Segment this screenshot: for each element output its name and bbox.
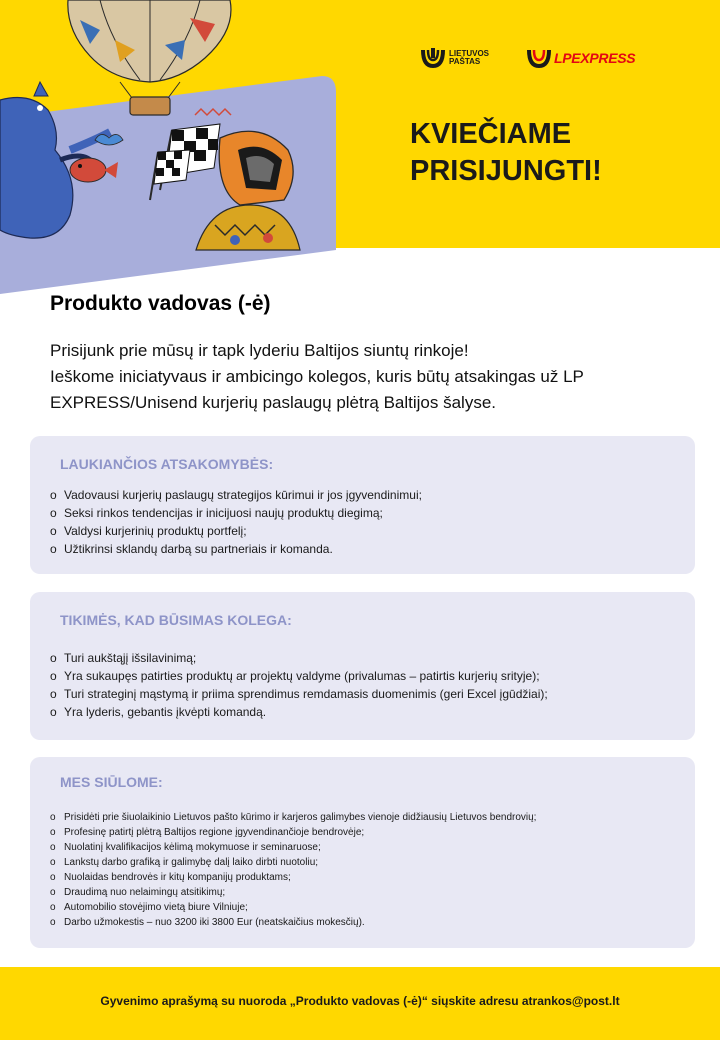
list-item: o Prisidėti prie šiuolaikinio Lietuvos pašto kūrimo ir karjeros galimybes vienoje didžiausių Lietuvos bendrovių; xyxy=(50,810,536,825)
footer-banner xyxy=(0,967,720,1040)
headline-line-1: KVIEČIAME xyxy=(410,118,572,150)
lp-horn-icon xyxy=(526,46,552,70)
job-title: Produkto vadovas (-ė) xyxy=(50,292,271,315)
logo-line-2: PAŠTAS xyxy=(449,57,481,66)
list-item: o Nuolatinį kvalifikacijos kėlimą mokymuose ir seminaruose; xyxy=(50,840,536,855)
list-item: o Darbo užmokestis – nuo 3200 iki 3800 Eur (neatskaičius mokesčių). xyxy=(50,915,536,930)
list-item: o Valdysi kurjerinių produktų portfelį; xyxy=(50,522,422,540)
list-item: o Profesinę patirtį plėtrą Baltijos regione įgyvendinančioje bendrovėje; xyxy=(50,825,536,840)
responsibilities-section xyxy=(30,436,695,574)
responsibilities-list xyxy=(50,486,422,558)
list-item: o Yra sukaupęs patirties produktų ar projektų valdyme (privalumas – patirtis kurjerių srityje); xyxy=(50,667,548,685)
illustration xyxy=(0,0,340,300)
logos-group xyxy=(420,44,650,72)
list-item: o Vadovausi kurjerių paslaugų strategijos kūrimui ir jos įgyvendinimui; xyxy=(50,486,422,504)
list-item: o Turi strateginį mąstymą ir priima sprendimus remdamasis duomenimis (geri Excel įgūdžiai); xyxy=(50,685,548,703)
list-item: o Užtikrinsi sklandų darbą su partneriais ir komanda. xyxy=(50,540,422,558)
requirements-list xyxy=(50,649,548,721)
lietuvos-pastas-wordmark xyxy=(449,50,489,66)
footer-contact-text: Gyvenimo aprašymą su nuoroda „Produkto vadovas (-ė)“ siųskite adresu atrankos@post.lt xyxy=(100,994,620,1008)
headline xyxy=(410,116,690,190)
lp-express-logo xyxy=(526,44,635,72)
section-title: LAUKIANČIOS ATSAKOMYBĖS: xyxy=(60,456,274,472)
section-title: TIKIMĖS, KAD BŪSIMAS KOLEGA: xyxy=(60,612,292,628)
offer-section xyxy=(30,757,695,948)
post-horn-icon xyxy=(420,46,446,70)
lp-express-wordmark: LPEXPRESS xyxy=(554,50,636,66)
list-item: o Lankstų darbo grafiką ir galimybę dalį laiko dirbti nuotoliu; xyxy=(50,855,536,870)
intro-text xyxy=(50,338,690,416)
list-item: o Automobilio stovėjimo vietą biure Vilniuje; xyxy=(50,900,536,915)
list-item: o Nuolaidas bendrovės ir kitų kompanijų produktams; xyxy=(50,870,536,885)
lietuvos-pastas-logo xyxy=(420,44,489,72)
headline-line-2: PRISIJUNGTI! xyxy=(410,155,602,187)
list-item: o Turi aukštąjį išsilavinimą; xyxy=(50,649,548,667)
list-item: o Seksi rinkos tendencijas ir inicijuosi naujų produktų diegimą; xyxy=(50,504,422,522)
list-item: o Draudimą nuo nelaimingų atsitikimų; xyxy=(50,885,536,900)
intro-line-2: Ieškome iniciatyvaus ir ambicingo kolegos, kuris būtų atsakingas už LP EXPRESS/Unisend kurjerių paslaugų plėtrą Baltijos šalyse. xyxy=(50,367,584,412)
list-item: o Yra lyderis, gebantis įkvėpti komandą. xyxy=(50,703,548,721)
section-title: MES SIŪLOME: xyxy=(60,774,163,790)
logo-line-1: LIETUVOS xyxy=(449,49,490,58)
requirements-section xyxy=(30,592,695,740)
offer-list xyxy=(50,810,536,930)
intro-line-1: Prisijunk prie mūsų ir tapk lyderiu Baltijos siuntų rinkoje! xyxy=(50,341,469,360)
